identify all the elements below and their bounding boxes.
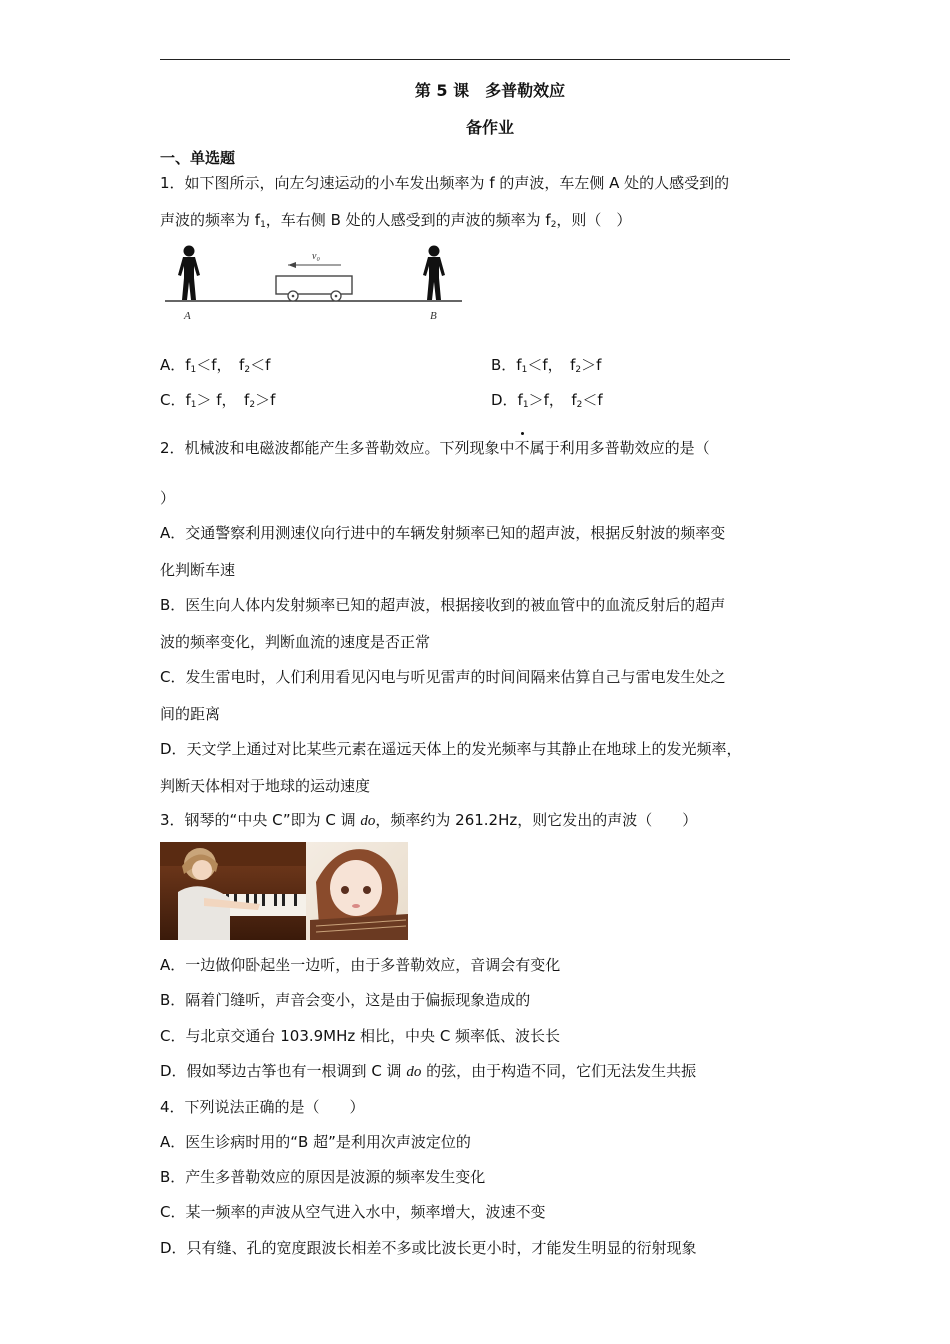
cart-body xyxy=(276,276,352,294)
header-rule xyxy=(160,59,790,60)
label-a: A xyxy=(184,310,191,322)
q2-option-d-line1: D．天文学上通过对比某些元素在遥远天体上的发光频率与其静止在地球上的发光频率， xyxy=(160,740,742,758)
q2-option-c-line2: 间的距离 xyxy=(160,705,221,723)
emphasis-dot-char: 不 xyxy=(514,439,530,457)
q4-stem: 4．下列说法正确的是（ ） xyxy=(160,1098,365,1116)
q3-option-c: C．与北京交通台 103.9MHz 相比，中央 C 频率低、波长长 xyxy=(160,1027,561,1045)
q2-option-a-line2: 化判断车速 xyxy=(160,561,236,579)
q1-option-c: C．$f_1> f$， $f_2>f$ xyxy=(160,391,276,410)
q3-option-a: A．一边做仰卧起坐一边听，由于多普勒效应，音调会有变化 xyxy=(160,956,561,974)
q4-option-d: D．只有缝、孔的宽度跟波长相差不多或比波长更小时，才能发生明显的衍射现象 xyxy=(160,1239,697,1257)
q4-option-b: B．产生多普勒效应的原因是波源的频率发生变化 xyxy=(160,1168,486,1186)
q3-option-d: D．假如琴边古筝也有一根调到 C 调 do 的弦，由于构造不同，它们无法发生共振 xyxy=(160,1062,697,1080)
q1-option-a: A．$f_1<f$， $f_2<f$ xyxy=(160,356,271,375)
q2-option-b-line2: 波的频率变化，判断血流的速度是否正常 xyxy=(160,633,431,651)
q2-option-b-line1: B．医生向人体内发射频率已知的超声波，根据接收到的被血管中的血流反射后的超声 xyxy=(160,596,726,614)
q1-stem-line1: 1．如下图所示，向左匀速运动的小车发出频率为 f 的声波，车左侧 A 处的人感受到的 xyxy=(160,174,730,192)
q2-option-a-line1: A．交通警察利用测速仪向行进中的车辆发射频率已知的超声波，根据反射波的频率变 xyxy=(160,524,726,542)
piano-illustration xyxy=(160,842,408,940)
q1-stem-line2: 声波的频率为 $f_1$，车右侧 B 处的人感受到的声波的频率为 $f_2$，则（ ） xyxy=(160,211,632,230)
q1-option-d: D．$f_1>f$， $f_2<f$ xyxy=(491,391,603,410)
label-b: B xyxy=(430,310,437,322)
q1-option-b: B．$f_1<f$， $f_2>f$ xyxy=(491,356,602,375)
q2-option-c-line1: C．发生雷电时，人们利用看见闪电与听见雷声的时间间隔来估算自己与雷电发生处之 xyxy=(160,668,726,686)
person-b-icon xyxy=(423,246,445,301)
velocity-label: v₀ xyxy=(312,251,320,262)
q2-stem-line2: ） xyxy=(160,489,176,507)
section-heading: 一、单选题 xyxy=(160,149,236,167)
q2-stem-line1: 2．机械波和电磁波都能产生多普勒效应。下列现象中不属于利用多普勒效应的是（ xyxy=(160,439,710,457)
q4-option-c: C．某一频率的声波从空气进入水中，频率增大，波速不变 xyxy=(160,1203,546,1221)
q1-figure xyxy=(160,238,465,324)
page-subtitle: 备作业 xyxy=(465,118,514,137)
q3-stem: 3．钢琴的“中央 C”即为 C 调 do，频率约为 261.2Hz，则它发出的声波（ ） xyxy=(160,811,698,829)
q4-option-a: A．医生诊病时用的“B 超”是利用次声波定位的 xyxy=(160,1133,471,1151)
person-a-icon xyxy=(178,246,200,301)
page-title: 第 5 课 多普勒效应 xyxy=(414,81,566,100)
q2-option-d-line2: 判断天体相对于地球的运动速度 xyxy=(160,777,371,795)
q3-option-b: B．隔着门缝听，声音会变小，这是由于偏振现象造成的 xyxy=(160,991,531,1009)
